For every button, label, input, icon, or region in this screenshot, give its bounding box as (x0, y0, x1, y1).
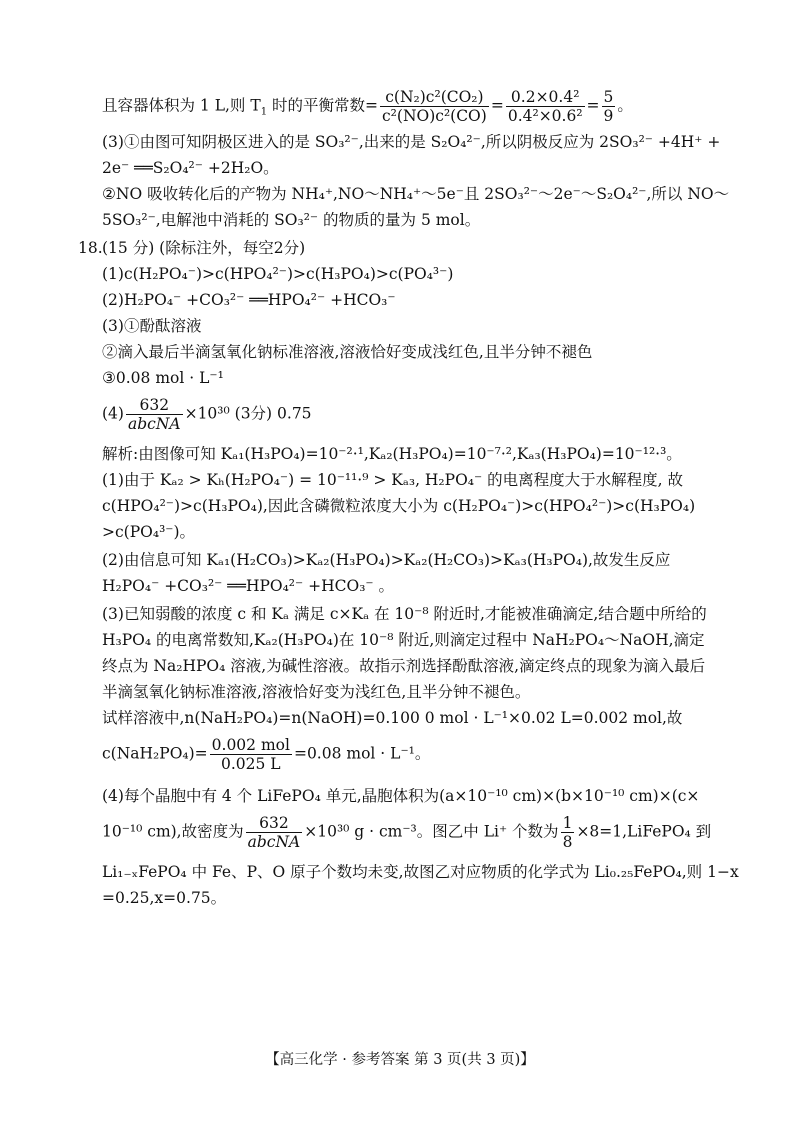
fraction (380, 88, 489, 125)
question-header: (15 分) (除标注外，每空2分) (102, 239, 306, 257)
analysis-line-density (102, 814, 740, 851)
para-line: (3)①由图可知阴极区进入的是 SO₃²⁻,出来的是 S₂O₄²⁻,所以阴极反应为 2SO₃²⁻ +4H⁺ + (102, 133, 721, 151)
answer-line: ③0.08 mol · L⁻¹ (102, 369, 224, 387)
analysis-line: 试样溶液中,n(NaH₂PO₄)=n(NaOH)=0.100 0 mol · L⁻¹×0.02 L=0.002 mol,故 (102, 709, 683, 727)
question-number: 18. (78, 239, 103, 257)
para-line: ②NO 吸收转化后的产物为 NH₄⁺,NO～NH₄⁺～5e⁻且 2SO₃²⁻～2e⁻～S₂O₄²⁻,所以 NO～ (102, 185, 730, 203)
analysis-line: =0.25,x=0.75。 (102, 889, 227, 907)
fraction (561, 814, 575, 851)
numerator: 0.002 mol (211, 736, 290, 754)
fraction (210, 736, 292, 773)
numerator: c(N₂)c²(CO₂) (380, 88, 489, 107)
page-footer: 【高三化学 · 参考答案 第 3 页(共 3 页)】 (265, 1052, 535, 1068)
analysis-line: Li₁₋ₓFePO₄ 中 Fe、P、O 原子个数均未变,故图乙对应物质的化学式为 Li₀.₂₅FePO₄,则 1−x (102, 863, 739, 881)
numerator: 632 (246, 814, 303, 833)
analysis-line: >c(PO₄³⁻)。 (102, 523, 196, 541)
analysis-line: c(HPO₄²⁻)>c(H₃PO₄),因此含磷微粒浓度大小为 c(H₂PO₄⁻)>c(HPO₄²⁻)>c(H₃PO₄) (102, 497, 696, 515)
numerator: 5 (603, 88, 614, 106)
analysis-line: (3)已知弱酸的浓度 c 和 Kₐ 满足 c×Kₐ 在 10⁻⁸ 附近时,才能被准确滴定,结合题中所给的 (102, 605, 707, 623)
para-line: 2e⁻ ══S₂O₄²⁻ +2H₂O。 (102, 159, 279, 177)
text: ×10³⁰ (3分) 0.75 (184, 404, 312, 423)
text: 。 (617, 96, 633, 115)
text: ×8=1,LiFePO₄ 到 (576, 822, 712, 841)
answer-line: (2)H₂PO₄⁻ +CO₃²⁻ ══HPO₄²⁻ +HCO₃⁻ (102, 291, 396, 309)
text: 且容器体积为 1 L,则 T (102, 96, 261, 115)
analysis-line: H₂PO₄⁻ +CO₃²⁻ ══HPO₄²⁻ +HCO₃⁻ 。 (102, 577, 395, 595)
fraction (602, 88, 616, 125)
analysis-line: H₃PO₄ 的电离常数知,Kₐ₂(H₃PO₄)在 10⁻⁸ 附近,则滴定过程中 NaH₂PO₄～NaOH,滴定 (102, 631, 705, 649)
text: = (586, 96, 600, 115)
numerator: 632 (126, 396, 183, 415)
analysis-line: 半滴氢氧化钠标准溶液,溶液恰好变为浅红色,且半分钟不褪色。 (102, 683, 531, 701)
analysis-line: 终点为 Na₂HPO₄ 溶液,为碱性溶液。故指示剂选择酚酞溶液,滴定终点的现象为滴入最后 (102, 657, 706, 675)
text: =0.08 mol · L⁻¹。 (293, 744, 431, 763)
text: 时的平衡常数= (267, 96, 378, 115)
analysis-line-concentration (102, 736, 740, 773)
text: c(NaH₂PO₄)= (102, 744, 208, 763)
analysis-line: (4)每个晶胞中有 4 个 LiFePO₄ 单元,晶胞体积为(a×10⁻¹⁰ cm)×(b×10⁻¹⁰ cm)×(c× (102, 787, 700, 805)
denominator: 0.4²×0.6² (507, 107, 583, 125)
fraction (506, 88, 585, 125)
text: 10⁻¹⁰ cm),故密度为 (102, 822, 244, 841)
answer-line: ②滴入最后半滴氢氧化钠标准溶液,溶液恰好变成浅红色,且半分钟不褪色 (102, 343, 593, 361)
denominator: 0.025 L (221, 755, 281, 773)
numerator: 0.2×0.4² (506, 88, 585, 107)
answer-line: (1)c(H₂PO₄⁻)>c(HPO₄²⁻)>c(H₃PO₄)>c(PO₄³⁻) (102, 265, 454, 283)
answer-line-density (102, 396, 740, 433)
numerator: 1 (562, 814, 573, 832)
line-k-expression: 且容器体积为 1 L,则 $T_1$ 时的平衡常数= $\frac{\text{c(N₂)c²(CO₂)}}{\text{c²(NO)c²(CO)}}$ = $\frac{\text{0.2×0.4²}}{\text{0.4²×0.6²}}$ = $\frac{5}{9}$ 。 (102, 88, 633, 125)
denominator: c²(NO)c²(CO) (382, 107, 487, 125)
denominator: 8 (562, 833, 573, 851)
fraction (126, 396, 183, 433)
fraction (246, 814, 303, 851)
text: ×10³⁰ g · cm⁻³。图乙中 Li⁺ 个数为 (304, 822, 559, 841)
analysis-line: (2)由信息可知 Kₐ₁(H₂CO₃)>Kₐ₂(H₃PO₄)>Kₐ₂(H₂CO₃)>Kₐ₃(H₃PO₄),故发生反应 (102, 551, 671, 569)
analysis-line: 解析:由图像可知 Kₐ₁(H₃PO₄)=10⁻²·¹,Kₐ₂(H₃PO₄)=10⁻⁷·²,Kₐ₃(H₃PO₄)=10⁻¹²·³。 (102, 445, 682, 463)
answer-line: (3)①酚酞溶液 (102, 317, 202, 335)
denominator: abcNA (247, 833, 301, 851)
para-line: 5SO₃²⁻,电解池中消耗的 SO₃²⁻ 的物质的量为 5 mol。 (102, 211, 481, 229)
analysis-line: (1)由于 Kₐ₂ > Kₕ(H₂PO₄⁻) = 10⁻¹¹·⁹ > Kₐ₃, H₂PO₄⁻ 的电离程度大于水解程度, 故 (102, 471, 683, 489)
text: (4) (102, 404, 124, 423)
denominator: abcNA (127, 415, 181, 433)
denominator: 9 (603, 107, 614, 125)
